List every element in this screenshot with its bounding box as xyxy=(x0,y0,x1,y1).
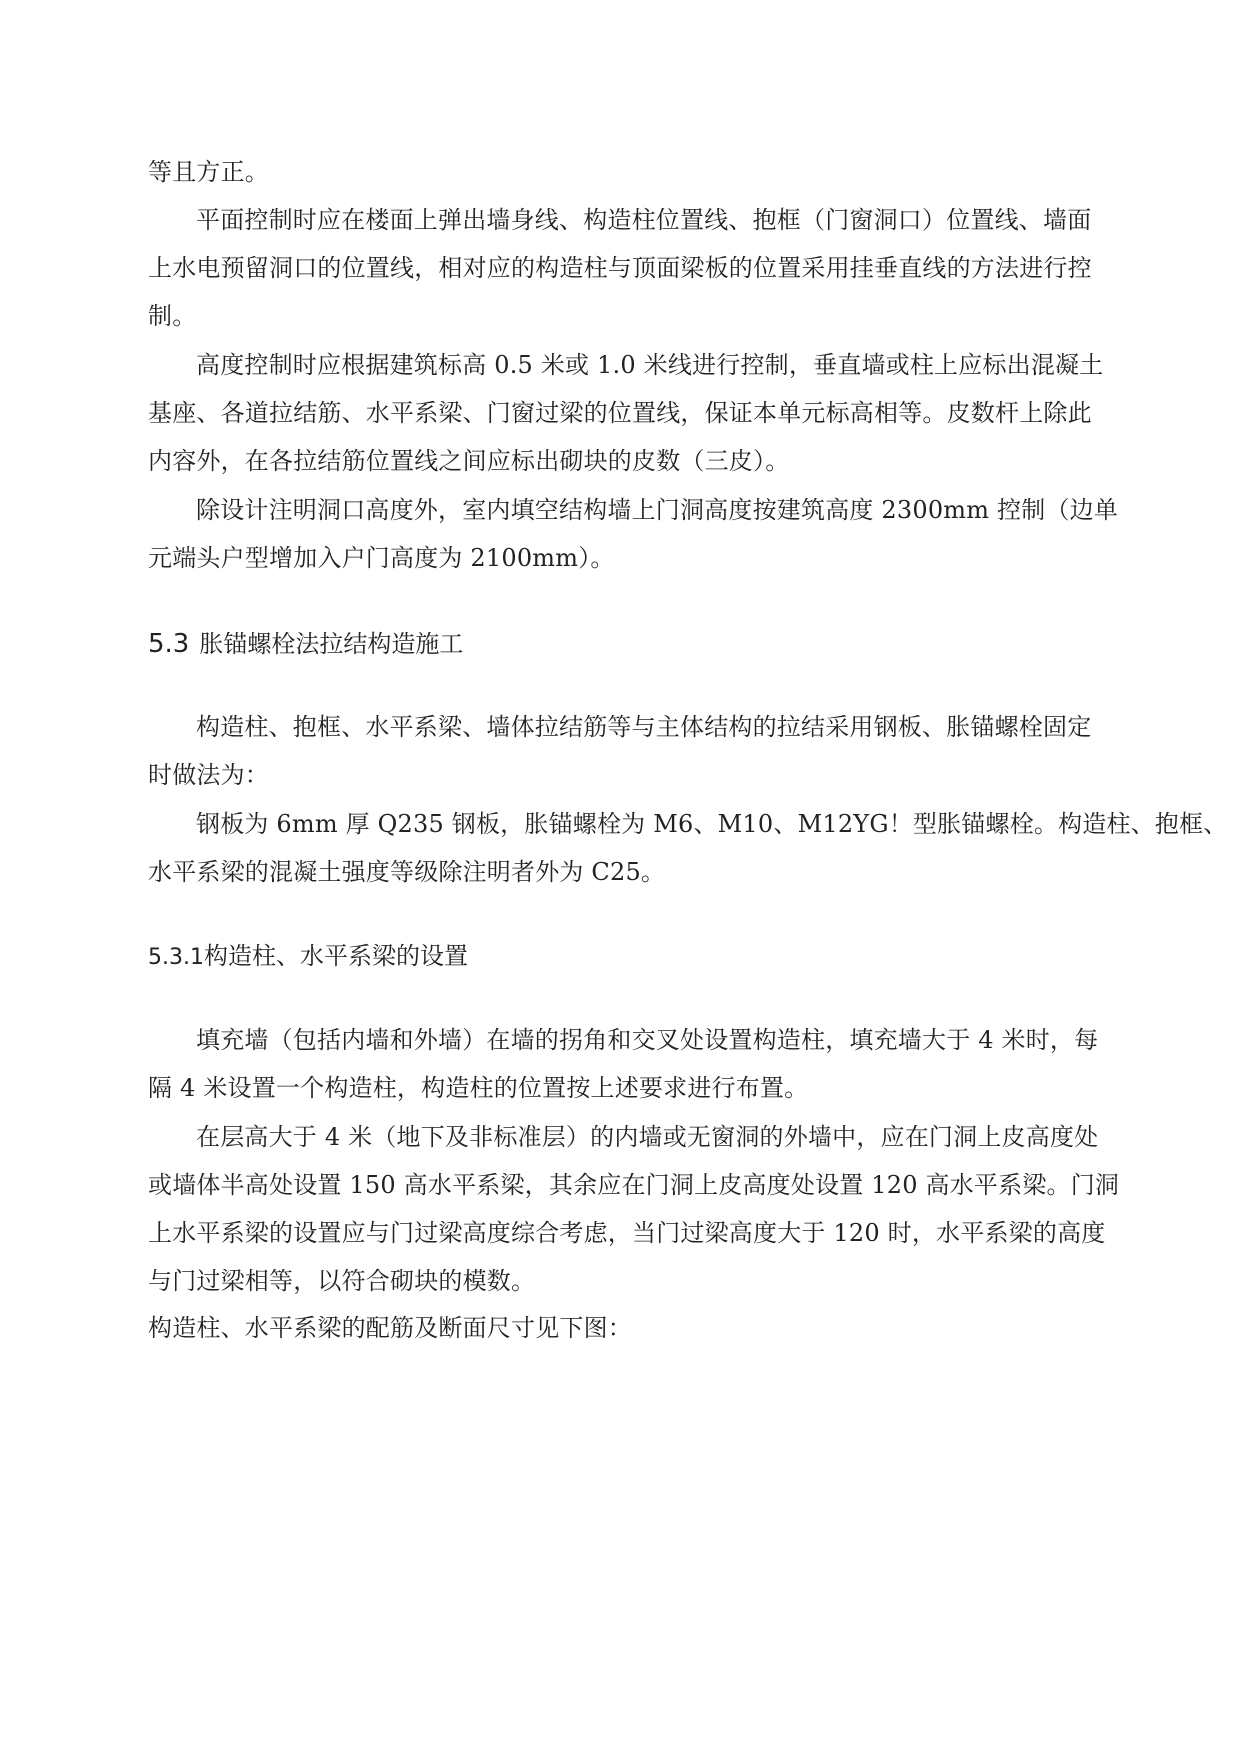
paragraph-line: 与门过梁相等，以符合砌块的模数。 xyxy=(148,1267,536,1295)
paragraph-line: 钢板为 6mm 厚 Q235 钢板，胀锚螺栓为 M6、M10、M12YG！型胀锚螺栓。构造柱、抱框、 xyxy=(196,810,1228,838)
section-number: 5.3 xyxy=(148,629,190,659)
paragraph-line: 水平系梁的混凝土强度等级除注明者外为 C25。 xyxy=(148,858,666,886)
paragraph-line: 等且方正。 xyxy=(148,158,269,186)
paragraph-line: 元端头户型增加入户门高度为 2100mm）。 xyxy=(148,544,615,572)
paragraph-line: 构造柱、抱框、水平系梁、墙体拉结筋等与主体结构的拉结采用钢板、胀锚螺栓固定 xyxy=(196,713,1092,741)
paragraph-line: 平面控制时应在楼面上弹出墙身线、构造柱位置线、抱框（门窗洞口）位置线、墙面 xyxy=(196,206,1092,234)
paragraph-line: 在层高大于 4 米（地下及非标准层）的内墙或无窗洞的外墙中，应在门洞上皮高度处 xyxy=(196,1123,1099,1151)
paragraph-line: 时做法为： xyxy=(148,761,269,789)
paragraph-line: 除设计注明洞口高度外，室内填空结构墙上门洞高度按建筑高度 2300mm 控制（边单 xyxy=(196,496,1119,524)
section-number: 5.3.1 xyxy=(148,945,204,970)
paragraph-line: 填充墙（包括内墙和外墙）在墙的拐角和交叉处设置构造柱，填充墙大于 4 米时，每 xyxy=(196,1026,1099,1054)
paragraph-line: 内容外，在各拉结筋位置线之间应标出砌块的皮数（三皮）。 xyxy=(148,447,790,475)
paragraph-line: 上水电预留洞口的位置线，相对应的构造柱与顶面梁板的位置采用挂垂直线的方法进行控 xyxy=(148,254,1092,282)
paragraph-line: 隔 4 米设置一个构造柱，构造柱的位置按上述要求进行布置。 xyxy=(148,1074,809,1102)
paragraph-line: 高度控制时应根据建筑标高 0.5 米或 1.0 米线进行控制，垂直墙或柱上应标出混凝土 xyxy=(196,351,1104,379)
section-title: 构造柱、水平系梁的设置 xyxy=(203,942,468,970)
section-heading-5-3-1 xyxy=(148,940,1118,974)
paragraph-line: 构造柱、水平系梁的配筋及断面尺寸见下图： xyxy=(148,1314,632,1342)
paragraph-line: 基座、各道拉结筋、水平系梁、门窗过梁的位置线，保证本单元标高相等。皮数杆上除此 xyxy=(148,399,1092,427)
paragraph-line: 制。 xyxy=(148,302,197,330)
paragraph-line: 或墙体半高处设置 150 高水平系梁，其余应在门洞上皮高度处设置 120 高水平系梁。门洞 xyxy=(148,1171,1120,1199)
section-heading-5-3 xyxy=(148,628,1118,660)
paragraph-line: 上水平系梁的设置应与门过梁高度综合考虑，当门过梁高度大于 120 时，水平系梁的高度 xyxy=(148,1219,1106,1247)
section-title: 胀锚螺栓法拉结构造施工 xyxy=(199,630,464,658)
